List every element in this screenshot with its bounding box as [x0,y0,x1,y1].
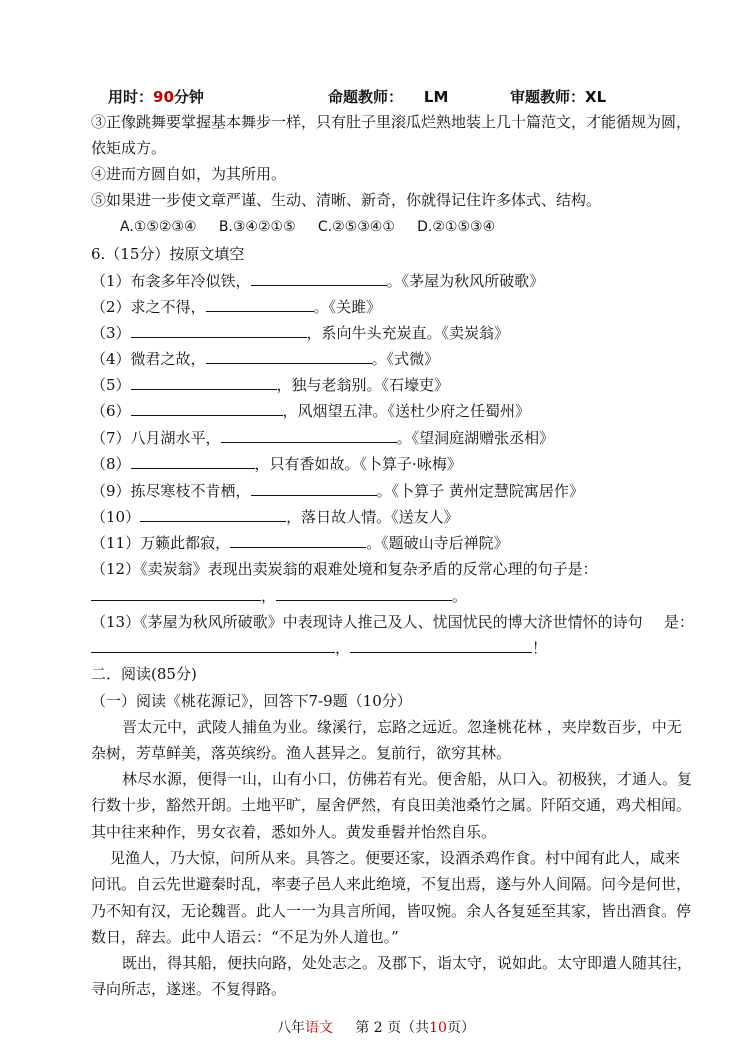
passage-p4-l2: 寻向所志，遂迷。不复得路。 [91,980,287,998]
answer-blank[interactable] [350,638,532,653]
answer-blank[interactable] [221,428,397,443]
item-post: 。《题破山寺后禅院》 [366,534,509,552]
footer-subject-b: 语文 [305,1020,334,1036]
q6-item-9 [91,481,584,501]
item-post: ，落日故人情。《送友人》 [286,508,459,526]
option-c: C.②⑤③④① [317,219,395,235]
answer-blank[interactable] [206,297,314,312]
item-num: （8） [91,455,131,473]
passage-p3-l4: 数日，辞去。此中人语云：“不足为外人道也。” [91,928,399,946]
item-num: （2） [91,298,131,316]
q6-item-3 [91,323,509,343]
item-post: 。《茅屋为秋风所破歌》 [386,272,545,290]
passage-p3-l3: 乃不知有汉，无论魏晋。此人一一为具言所闻，皆叹惋。余人各复延至其家，皆出酒食。停 [91,902,692,920]
q6-item-4 [91,349,439,369]
item-num: （10） [91,508,141,526]
time-field [108,86,204,107]
reviewer-label: 审题教师： [510,88,586,106]
q5-item3-line1: ③正像跳舞要掌握基本舞步一样，只有肚子里滚瓜烂熟地装上几十篇范文，才能循规为圆， [91,113,692,131]
passage-p2-l1: 林尽水源，便得一山，山有小口，仿佛若有光。便舍船，从口入。初极狭，才通人。复 [122,770,693,788]
q6-item-1 [91,271,544,291]
footer-page-total: 10 [429,1020,447,1036]
reviewer-field [510,86,606,107]
q6-item-6 [91,401,530,421]
reviewer-value: XL [585,88,607,106]
option-a: A.①⑤②③④ [120,219,197,235]
passage-p3-l2: 问讯。自云先世避秦时乱，率妻子邑人来此绝境，不复出焉，遂与外人间隔。问今是何世， [91,875,692,893]
time-value: 90 [153,88,174,106]
q6-title: 6.（15分）按原文填空 [91,245,245,263]
q5-item4: ④进而方圆自如，为其所用。 [91,165,287,183]
footer-subject-a: 八年 [277,1020,306,1036]
q6-item-2 [91,297,381,317]
q5-options [120,217,495,237]
end-mark: 。 [452,587,468,605]
answer-blank[interactable] [131,454,255,469]
answer-blank[interactable] [131,401,283,416]
footer-page-suffix: 页） [446,1020,475,1036]
item-post: 。《卜算子 黄州定慧院寓居作》 [376,482,584,500]
item-post: ，风烟望五津。《送杜少府之任蜀州》 [282,402,531,420]
item-num: （9） [91,482,131,500]
item-num: （3） [91,324,131,342]
exam-header [0,86,752,108]
section-2-sub1: （一）阅读《桃花源记》，回答下7-9题（10分） [91,692,412,710]
item-post: ，只有香如故。《卜算子·咏梅》 [254,455,462,473]
q6-item-13: （13）《茅屋为秋风所破歌》中表现诗人推己及人、忧国忧民的博大济世情怀的诗句 [91,613,643,631]
passage-p4-l1: 既出，得其船，便扶向路，处处志之。及郡下，诣太守，说如此。太守即遣人随其往， [122,954,693,972]
item-pre: 求之不得， [130,298,206,316]
passage-p1-l2: 杂树，芳草鲜美，落英缤纷。渔人甚异之。复前行，欲穷其林。 [91,744,512,762]
item-num: （7） [91,429,131,447]
q6-item-11 [91,533,509,553]
passage-p1-l1: 晋太元中，武陵人捕鱼为业。缘溪行，忘路之远近。忽逢桃花林 ，夹岸数百步，中无 [122,718,682,736]
item-pre: 微君之故， [130,350,206,368]
answer-blank[interactable] [140,507,286,522]
answer-blank[interactable] [230,533,366,548]
item-pre: 布衾多年冷似铁， [130,272,251,290]
item-num: （1） [91,272,131,290]
q6-item-13-tail: 是： [664,613,695,631]
q6-item-10 [91,507,459,527]
page-footer [0,1017,752,1037]
q6-item-12-answer [91,586,467,606]
q6-item-7 [91,428,554,448]
footer-page-label: 第 2 页（共 [355,1020,430,1036]
item-num: （6） [91,402,131,420]
end-mark: ！ [532,639,548,657]
answer-blank[interactable] [131,323,307,338]
item-post: 。《关雎》 [313,298,382,316]
author-field [328,86,448,107]
item-pre: 万籁此都寂， [140,534,231,552]
answer-blank[interactable] [131,375,277,390]
item-pre: 拣尽寒枝不肯栖， [130,482,251,500]
answer-blank[interactable] [251,271,387,286]
item-post: ，系向牛头充炭直。《卖炭翁》 [306,324,510,342]
q5-item5: ⑤如果进一步使文章严谨、生动、清晰、新奇，你就得记住许多体式、结构。 [91,191,602,209]
time-label: 用时： [108,88,154,106]
option-b: B.③④②①⑤ [218,219,296,235]
item-post: 。《式微》 [371,350,440,368]
item-pre: 八月湖水平， [130,429,221,447]
q6-item-12: （12）《卖炭翁》表现出卖炭翁的艰难处境和复杂矛盾的反常心理的句子是： [91,560,598,578]
item-num: （4） [91,350,131,368]
section-2-title: 二．阅读(85分) [91,665,197,683]
q6-item-8 [91,454,462,474]
q6-item-5 [91,375,449,395]
passage-p2-l2: 行数十步，豁然开朗。土地平旷，屋舍俨然，有良田美池桑竹之属。阡陌交通，鸡犬相闻。 [91,796,692,814]
item-post: ，独与老翁别。《石壕吏》 [276,376,450,394]
q5-item3-line2: 依矩成方。 [91,139,167,157]
item-num: （5） [91,376,131,394]
author-value: LM [423,88,449,106]
answer-blank[interactable] [251,481,377,496]
separator: ， [335,639,351,657]
time-unit: 分钟 [173,88,204,106]
option-d: D.②①⑤③④ [417,219,496,235]
passage-p2-l3: 其中往来种作，男女衣着，悉如外人。黄发垂髫并怡然自乐。 [91,823,497,841]
separator: ， [261,587,277,605]
answer-blank[interactable] [91,586,261,601]
item-num: （11） [91,534,141,552]
answer-blank[interactable] [91,638,335,653]
answer-blank[interactable] [276,586,452,601]
answer-blank[interactable] [206,349,372,364]
passage-p3-l1: 见渔人，乃大惊，问所从来。具答之。便要还家，设酒杀鸡作食。村中闻有此人，咸来 [110,849,681,867]
author-label: 命题教师： [328,88,404,106]
q6-item-13-answer [91,638,547,658]
item-post: 。《望洞庭湖赠张丞相》 [396,429,555,447]
